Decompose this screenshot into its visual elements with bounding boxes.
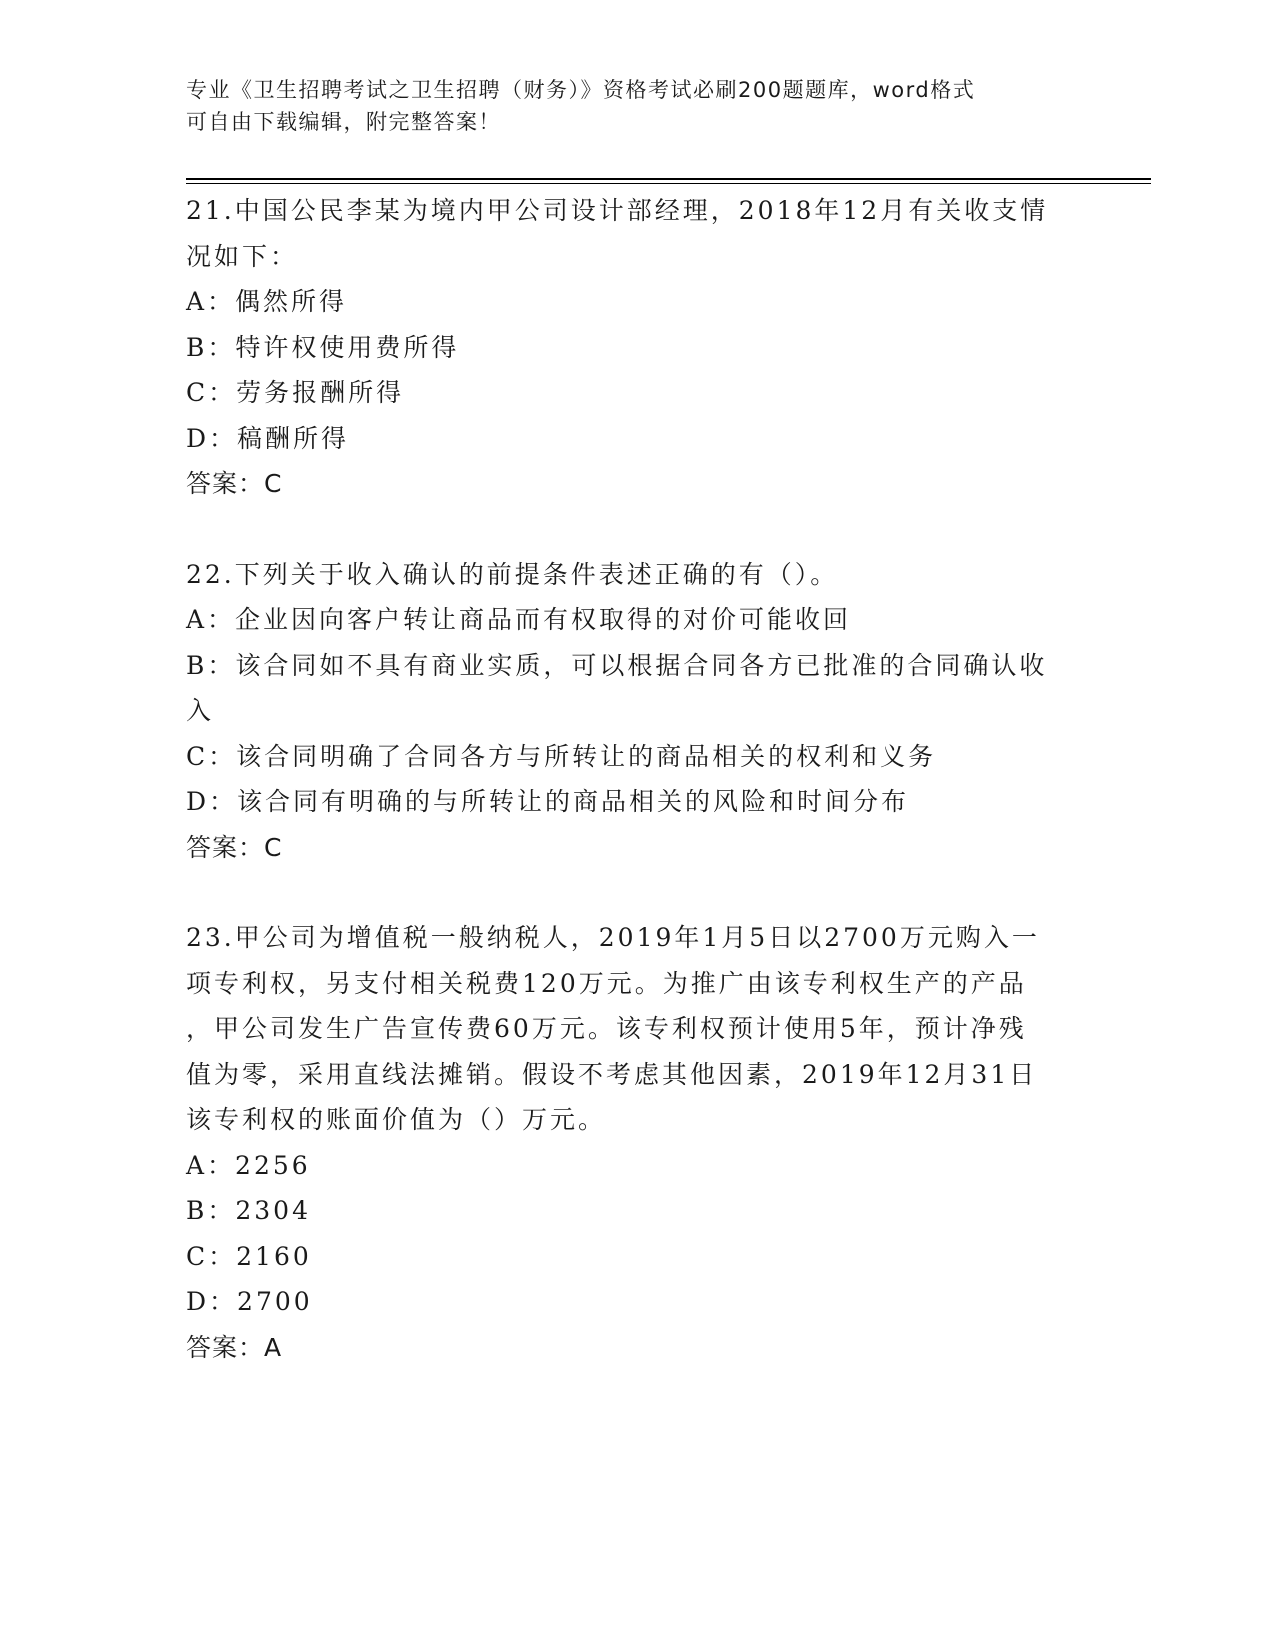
answer-line: 答案：C — [186, 832, 283, 862]
option-b: B：该合同如不具有商业实质，可以根据合同各方已批准的合同确认收 — [186, 650, 1048, 680]
answer-line: 答案：C — [186, 469, 283, 498]
answer-line: 答案：A — [186, 1332, 283, 1362]
option-b-continued: 入 — [186, 696, 215, 725]
option-a: A：企业因向客户转让商品而有权取得的对价可能收回 — [186, 605, 852, 634]
question-21 — [186, 188, 1086, 507]
question-stem-line: 该专利权的账面价值为（）万元。 — [186, 1105, 607, 1134]
question-list — [186, 188, 1086, 1370]
option-d: D：该合同有明确的与所转让的商品相关的风险和时间分布 — [186, 787, 910, 816]
question-stem-line: ，甲公司发生广告宣传费60万元。该专利权预计使用5年，预计净残 — [186, 1014, 1027, 1043]
header-line-2: 可自由下载编辑，附完整答案！ — [186, 110, 501, 134]
question-stem-line: 项专利权，另支付相关税费120万元。为推广由该专利权生产的产品 — [186, 968, 1027, 998]
document-header — [186, 74, 1066, 138]
option-b: B：特许权使用费所得 — [186, 332, 460, 362]
header-line-1: 专业《卫生招聘考试之卫生招聘（财务）》资格考试必刷200题题库，word格式 — [186, 78, 976, 102]
option-b: B：2304 — [186, 1196, 311, 1225]
option-c: C：2160 — [186, 1241, 312, 1271]
question-stem-line: 22.下列关于收入确认的前提条件表述正确的有（）。 — [186, 559, 839, 589]
option-a: A：2256 — [186, 1150, 311, 1180]
question-stem-line: 值为零，采用直线法摊销。假设不考虑其他因素，2019年12月31日 — [186, 1059, 1038, 1089]
header-divider-thick — [186, 178, 1151, 180]
question-spacer — [186, 507, 1086, 552]
question-23 — [186, 915, 1086, 1370]
question-spacer — [186, 870, 1086, 915]
option-d: D：2700 — [186, 1287, 313, 1316]
header-divider-thin — [186, 183, 1151, 184]
question-22 — [186, 552, 1086, 871]
option-c: C：劳务报酬所得 — [186, 378, 405, 407]
option-a: A：偶然所得 — [186, 287, 348, 316]
question-stem-line: 23.甲公司为增值税一般纳税人，2019年1月5日以2700万元购入一 — [186, 923, 1040, 952]
question-stem-line: 21.中国公民李某为境内甲公司设计部经理，2018年12月有关收支情 — [186, 196, 1049, 225]
option-c: C：该合同明确了合同各方与所转让的商品相关的权利和义务 — [186, 741, 937, 771]
question-stem-line: 况如下： — [186, 241, 299, 271]
option-d: D：稿酬所得 — [186, 423, 350, 453]
